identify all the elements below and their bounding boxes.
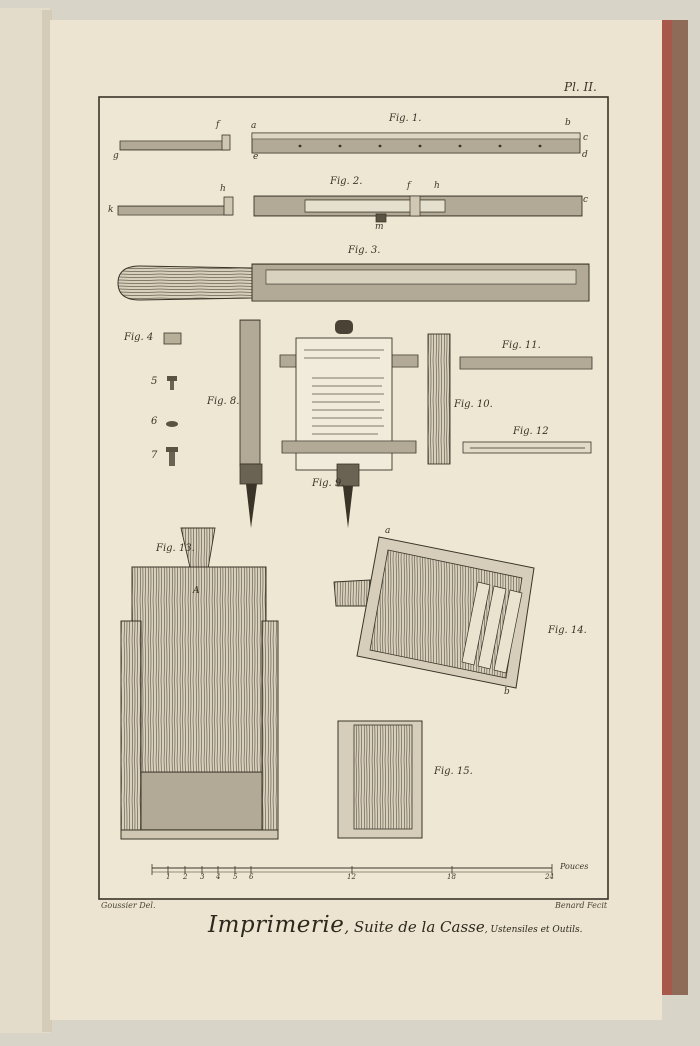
fig1-composing-rule [252, 133, 580, 153]
letter-b-fig14: b [504, 687, 510, 697]
fig13-label: Fig. 13. [156, 543, 195, 554]
letter-a-fig1: a [251, 121, 257, 131]
letter-c-fig1: c [583, 133, 589, 143]
letter-h-fig2: h [434, 181, 440, 191]
credit-draftsman: Goussier Del. [101, 901, 156, 910]
fig4-label: Fig. 4 [124, 332, 154, 343]
fig6-label: 6 [151, 416, 158, 427]
letter-b: b [565, 118, 571, 128]
letter-m: m [375, 222, 384, 232]
letter-a-fig14: a [385, 526, 391, 536]
fig10-wooden-bar [428, 334, 450, 464]
fig7-label: 7 [151, 450, 158, 461]
credit-engraver: Benard Fecit [555, 901, 608, 910]
fig12-slotted-rule [463, 442, 591, 453]
letter-k: k [108, 205, 114, 215]
letter-d: d [582, 150, 588, 160]
scale-tick-2: 2 [183, 873, 188, 881]
plate-number: Pl. II. [564, 80, 597, 94]
letter-e-fig1: e [253, 152, 259, 162]
fig15-label: Fig. 15. [434, 766, 473, 777]
plate-title [208, 912, 582, 938]
fig10-label: Fig. 10. [454, 399, 493, 410]
fig4-nut [164, 333, 181, 344]
letter-g: g [113, 151, 119, 161]
scale-tick-12: 12 [347, 873, 356, 881]
letter-h-fig2-left: h [220, 184, 226, 194]
scale-tick-3: 3 [200, 873, 205, 881]
fig3-galley-with-handle [118, 264, 589, 301]
letter-c-fig2: c [583, 195, 589, 205]
letter-A: A [193, 586, 200, 596]
fig6-washer [166, 421, 178, 427]
plate-title-small: , Ustensiles et Outils. [484, 925, 583, 935]
scale-tick-4: 4 [216, 873, 221, 881]
letter-f-fig1: f [216, 120, 220, 130]
fig11-label: Fig. 11. [502, 340, 541, 351]
letter-f-fig2: f [407, 181, 411, 191]
fig1-label: Fig. 1. [389, 113, 422, 124]
plate-title-sub: , Suite de la Casse [344, 918, 485, 936]
fig9-label: Fig. 9. [312, 478, 345, 489]
scale-tick-18: 18 [447, 873, 456, 881]
fig12-label: Fig. 12 [513, 426, 549, 437]
fig3-label: Fig. 3. [348, 245, 381, 256]
scale-tick-1: 1 [166, 873, 171, 881]
plate-title-main: Imprimerie [208, 912, 345, 938]
fig2-label: Fig. 2. [330, 176, 363, 187]
scale-unit: Pouces [560, 862, 589, 871]
fig14-label: Fig. 14. [548, 625, 587, 636]
fig5-label: 5 [151, 376, 158, 387]
fig8-label: Fig. 8. [207, 396, 240, 407]
fig13-galley-box [121, 528, 278, 839]
scale-tick-24: 24 [545, 873, 554, 881]
fig15-small-box [338, 721, 422, 838]
scale-tick-5: 5 [233, 873, 238, 881]
fig11-rule [460, 357, 592, 369]
scale-tick-6: 6 [249, 873, 254, 881]
